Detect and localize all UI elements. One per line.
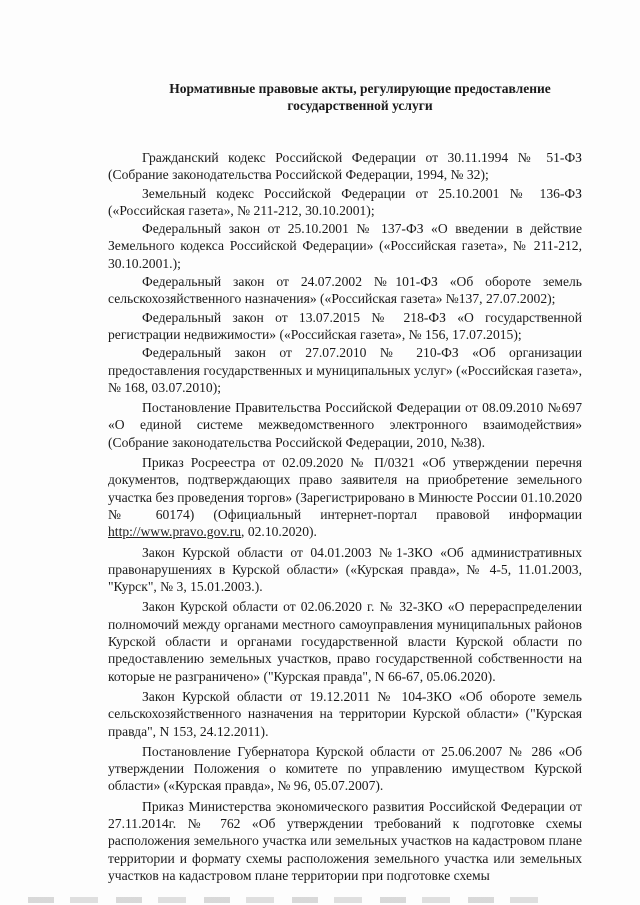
paragraph-government-decree-697: Постановление Правительства Российской Федерации от 08.09.2010 №697 «О единой системе межведомственного электронного взаимодействия» (Собрание законодательства Российской Федерации, 2010, №38).	[108, 400, 582, 450]
paragraph-kursk-law-32zko: Закон Курской области от 02.06.2020 г. № 32-ЗКО «О перераспределении полномочий между органами местного самоуправления муниципальных районов Курской области и органами государственной власти Курской области по предоставлению земельных участков, право государственной собственности на которые не разграничено» ("Курская правда", N 66-67, 05.06.2020).	[108, 599, 582, 684]
paragraph-federal-law-101: Федеральный закон от 24.07.2002 №101-ФЗ «Об обороте земель сельскохозяйственного назначения» («Российская газета» №137, 27.07.2002);	[108, 274, 582, 307]
rosreestr-text-before-link: Приказ Росреестра от 02.09.2020 № П/0321 «Об утверждении перечня документов, подтверждающих право заявителя на приобретение земельного участка без проведения торгов» (Зарегистрировано в Минюсте России 01.10.2020 № 60174) (Официальный интернет-портал правовой информации	[108, 455, 582, 522]
pravo-gov-link[interactable]: http://www.pravo.gov.ru	[108, 524, 242, 540]
paragraph-ministry-order-762: Приказ Министерства экономического развития Российской Федерации от 27.11.2014г. № 762 «Об утверждении требований к подготовке схемы расположения земельного участка или земельных участков на кадастровом плане территории и формату схемы расположения земельного участка или земельных участков на кадастровом плане территории при подготовке схемы	[108, 798, 582, 883]
title-line-1: Нормативные правовые акты, регулирующие предоставление	[169, 81, 551, 96]
paragraph-federal-law-137: Федеральный закон от 25.10.2001 № 137-ФЗ «О введении в действие Земельного кодекса Российской Федерации» («Российская газета», № 211-212, 30.10.2001.);	[108, 221, 582, 271]
paragraph-rosreestr-order	[108, 454, 582, 540]
paragraph-civil-code: Гражданский кодекс Российской Федерации от 30.11.1994 № 51-ФЗ (Собрание законодательства Российской Федерации, 1994, № 32);	[108, 150, 582, 183]
scan-artifact	[28, 897, 548, 903]
paragraph-land-code: Земельный кодекс Российской Федерации от 25.10.2001 № 136-ФЗ («Российская газета», № 211-212, 30.10.2001);	[108, 185, 582, 218]
rosreestr-text-after-link: , 02.10.2020).	[241, 524, 317, 540]
document-title	[150, 80, 570, 114]
paragraph-federal-law-210: Федеральный закон от 27.07.2010 № 210-ФЗ «Об организации предоставления государственных и муниципальных услуг» («Российская газета», № 168, 03.07.2010);	[108, 345, 582, 395]
paragraph-governor-decree-286: Постановление Губернатора Курской области от 25.06.2007 № 286 «Об утверждении Положения о комитете по управлению имуществом Курской области» («Курская правда», № 96, 05.07.2007).	[108, 743, 582, 794]
paragraph-kursk-law-104zko: Закон Курской области от 19.12.2011 № 104-ЗКО «Об обороте земель сельскохозяйственного назначения на территории Курской области» ("Курская правда", N 153, 24.12.2011).	[108, 688, 582, 739]
paragraph-federal-law-218: Федеральный закон от 13.07.2015 № 218-ФЗ «О государственной регистрации недвижимости» («Российская газета», № 156, 17.07.2015);	[108, 309, 582, 342]
paragraph-kursk-law-1zko: Закон Курской области от 04.01.2003 №1-ЗКО «Об административных правонарушениях в Курской области» («Курская правда», № 4-5, 11.01.2003, "Курск", № 3, 15.01.2003.).	[108, 544, 582, 595]
document-body	[108, 149, 582, 885]
title-line-2: государственной услуги	[287, 98, 433, 113]
